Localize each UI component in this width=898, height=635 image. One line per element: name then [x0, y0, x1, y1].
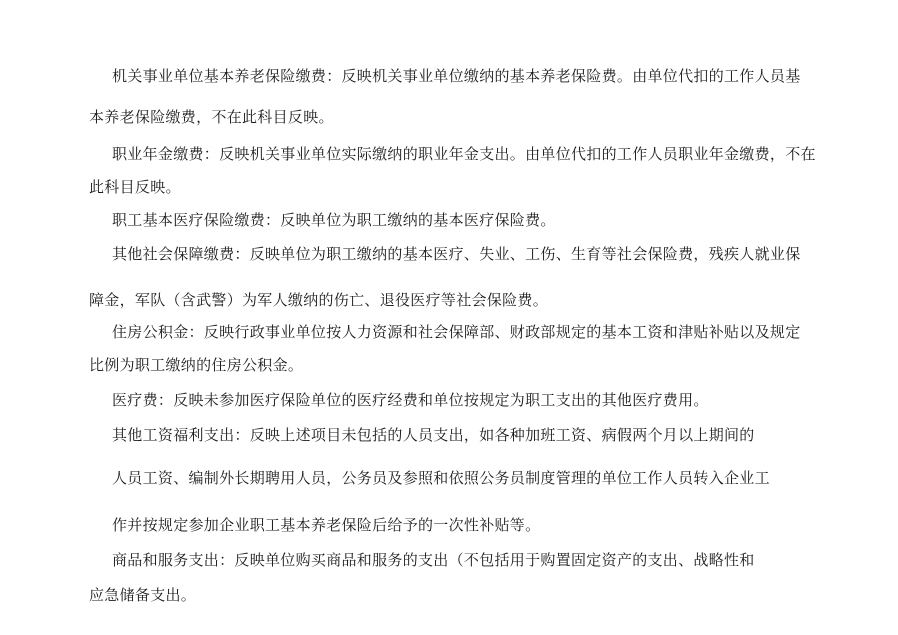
- p7-line2: 人员工资、编制外长期聘用人员，公务员及参照和依照公务员制度管理的单位工作人员转入企业工: [112, 469, 770, 487]
- p6-line1: 医疗费：反映未参加医疗保险单位的医疗经费和单位按规定为职工支出的其他医疗费用。: [112, 391, 709, 409]
- p7-line3: 作并按规定参加企业职工基本养老保险后给予的一次性补贴等。: [112, 516, 541, 534]
- p4-line2: 障金，军队（含武警）为军人缴纳的伤亡、退役医疗等社会保险费。: [89, 291, 549, 309]
- p8-line1: 商品和服务支出：反映单位购买商品和服务的支出（不包括用于购置固定资产的支出、战略性和: [112, 551, 755, 569]
- p5-line2: 比例为职工缴纳的住房公积金。: [89, 356, 304, 374]
- p8-line2: 应急储备支出。: [89, 586, 197, 604]
- p7-line1: 其他工资福利支出：反映上述项目未包括的人员支出，如各种加班工资、病假两个月以上期间的: [112, 426, 755, 444]
- p2-line2: 此科目反映。: [89, 178, 181, 196]
- p3-line1: 职工基本医疗保险缴费：反映单位为职工缴纳的基本医疗保险费。: [112, 211, 556, 229]
- p1-line2: 本养老保险缴费，不在此科目反映。: [89, 108, 334, 126]
- p4-line1: 其他社会保障缴费：反映单位为职工缴纳的基本医疗、失业、工伤、生育等社会保险费，残疾人就业保: [112, 245, 801, 263]
- p2-line1: 职业年金缴费：反映机关事业单位实际缴纳的职业年金支出。由单位代扣的工作人员职业年金缴费，不在: [112, 145, 816, 163]
- p5-line1: 住房公积金：反映行政事业单位按人力资源和社会保障部、财政部规定的基本工资和津贴补贴以及规定: [112, 323, 801, 341]
- p1-line1: 机关事业单位基本养老保险缴费：反映机关事业单位缴纳的基本养老保险费。由单位代扣的工作人员基: [112, 67, 801, 85]
